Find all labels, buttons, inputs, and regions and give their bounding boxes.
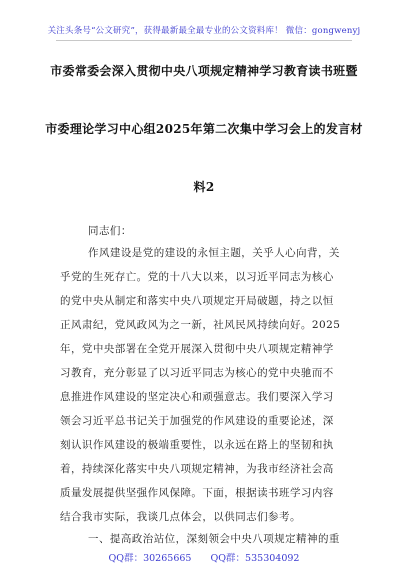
salutation: 同志们： (88, 225, 132, 237)
body-line: 乎党的生死存亡。党的十八大以来，以习近平同志为核心 (60, 271, 334, 283)
footer (0, 550, 408, 564)
body-line: 刻认识作风建设的极端重要性，以永远在路上的坚韧和执 (60, 439, 334, 451)
body-line: 的党中央从制定和落实中央八项规定开局破题，持之以恒 (60, 295, 334, 307)
header-banner: 关注头条号“公文研究”，获得最新最全最专业的公文资料库！ 微信：gongwenyj (47, 26, 361, 36)
footer-qq-group-2: QQ群：535304092 (210, 553, 300, 564)
body-line: 结合我市实际，我谈几点体会，以供同志们参考。 (60, 511, 301, 523)
document-title-line-3: 料2 (193, 180, 215, 194)
body-line: 年，党中央部署在全党开展深入贯彻中央八项规定精神学 (60, 343, 334, 355)
body-line: 领会习近平总书记关于加强党的作风建设的重要论述，深 (60, 415, 334, 427)
body-line: 息推进作风建设的坚定决心和顽强意志。我们要深入学习 (60, 391, 334, 403)
body-line: 着，持续深化落实中央八项规定精神，为我市经济社会高 (60, 463, 334, 475)
body-line: 正风肃纪，党风政风为之一新，社风民风持续向好。2025 (60, 319, 341, 331)
document-title-line-1: 市委常委会深入贯彻中央八项规定精神学习教育读书班暨 (50, 64, 358, 78)
document-title-line-2: 市委理论学习中心组2025年第二次集中学习会上的发言材 (45, 122, 363, 136)
footer-qq-group-1: QQ群：30265665 (108, 553, 192, 564)
header-divider (56, 40, 352, 41)
body-line: 质量发展提供坚强作风保障。下面，根据读书班学习内容 (60, 487, 334, 499)
body-line: 作风建设是党的建设的永恒主题，关乎人心向背，关 (88, 247, 340, 259)
body-line: 习教育，充分彰显了以习近平同志为核心的党中央驰而不 (60, 367, 334, 379)
section-heading-line: 一、提高政治站位，深刻领会中央八项规定精神的重 (88, 533, 340, 545)
